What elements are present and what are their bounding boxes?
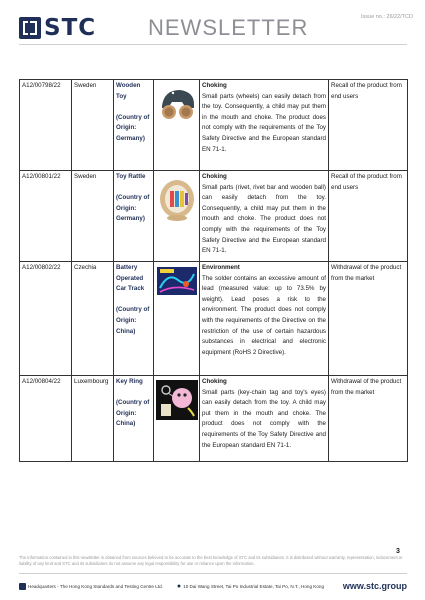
photo-cell [154, 80, 200, 171]
notification-number: A12/00804/22 [20, 376, 72, 462]
building-icon [19, 583, 26, 590]
risk-description: Small parts (wheels) can easily detach from the toy. Consequently, a child may put them in the mouth and choke. The product does not comply with the requirements of the Toy Safety Directive and the European standard EN 71-1. [202, 92, 326, 153]
notifying-country: Sweden [72, 80, 114, 171]
product-name: Toy Rattle [116, 173, 146, 180]
footer-hq [19, 583, 163, 590]
product-cell [114, 171, 154, 262]
origin-value: Germany) [116, 215, 145, 223]
origin-label: (Country of Origin: [116, 306, 150, 324]
risk-cell [200, 376, 329, 462]
issue-number: Issue no.: 26/22/TCD [361, 14, 413, 20]
address-label: 10 Dai Wang Street, Tai Po Industrial Estate, Tai Po, N.T., Hong Kong [183, 583, 325, 589]
hq-label: Headquarters - The Hong Kong Standards and Testing Centre Ltd. [28, 583, 163, 589]
measure-taken: Recall of the product from end users [329, 80, 408, 171]
measure-taken: Withdrawal of the product from the market [329, 262, 408, 376]
notification-number: A12/00801/22 [20, 171, 72, 262]
disclaimer-text: The information contained in this newsletter is obtained from sources believed to be accurate to the best knowledge of STC and its subsidiaries. It is distributed without warranty, representation, inducement or liability of any kind and STC and its subsidiaries do not assume any legal responsibility for use or reliance upon the information. [19, 555, 403, 566]
footer-address [177, 583, 324, 590]
notification-number: A12/00798/22 [20, 80, 72, 171]
footer-divider [19, 573, 407, 574]
logo-text: STC [44, 15, 97, 41]
notifying-country: Sweden [72, 171, 114, 262]
wooden-toy-photo [156, 84, 198, 124]
risk-type: Choking [202, 378, 227, 385]
stc-logo [19, 17, 96, 39]
risk-cell [200, 171, 329, 262]
notifying-country: Czechia [72, 262, 114, 376]
car-track-photo [156, 266, 198, 306]
footer [19, 579, 407, 593]
risk-type: Choking [202, 173, 227, 180]
page-number: 3 [396, 548, 400, 555]
product-name: Key Ring [116, 378, 143, 385]
risk-description: The solder contains an excessive amount of lead (measured value: up to 73.5% by weight). Lead poses a risk to the environment. The product does not comply with the requirements of the Directive on the restriction of the use of certain hazardous substances in electrical and electronic equipment (RoHS 2 Directive). [202, 274, 326, 356]
origin-label: (Country of Origin: [116, 113, 150, 132]
toy-rattle-photo [156, 175, 198, 215]
table-row [20, 262, 408, 376]
recall-table [19, 79, 408, 462]
risk-type: Environment [202, 264, 240, 271]
measure-taken: Withdrawal of the product from the market [329, 376, 408, 462]
risk-cell [200, 262, 329, 376]
location-pin-icon: ● [176, 582, 182, 590]
header [0, 0, 425, 50]
notifying-country: Luxembourg [72, 376, 114, 462]
photo-cell [154, 376, 200, 462]
origin-value: Germany) [116, 134, 145, 142]
stc-logo-icon [19, 17, 41, 39]
risk-description: Small parts (key-chain tag and toy's eyes) can easily detach from the toy. A child may put them in the mouth and choke. The product does not comply with the requirements of the Toy Safety Directive and the European standard EN 71-1. [202, 388, 326, 449]
newsletter-title: NEWSLETTER [148, 15, 309, 40]
table-row [20, 171, 408, 262]
origin-value: China) [116, 420, 136, 428]
website-link[interactable]: www.stc.group [342, 581, 407, 591]
risk-type: Choking [202, 82, 227, 89]
origin-label: (Country of Origin: [116, 399, 150, 417]
origin-value: China) [116, 327, 136, 335]
table-row [20, 80, 408, 171]
origin-label: (Country of Origin: [116, 194, 150, 212]
product-cell [114, 262, 154, 376]
header-divider [19, 44, 407, 45]
risk-description: Small parts (rivet, rivet bar and wooden ball) can easily detach from the toy. Consequently, a child may put them in the mouth and choke. The product does not comply with the requirements of the Toy Safety Directive and the European standard EN 71-1. [202, 183, 326, 255]
photo-cell [154, 262, 200, 376]
product-cell [114, 80, 154, 171]
measure-taken: Recall of the product from end users [329, 171, 408, 262]
table-row [20, 376, 408, 462]
photo-cell [154, 171, 200, 262]
notification-number: A12/00802/22 [20, 262, 72, 376]
product-name: Wooden Toy [116, 82, 141, 100]
product-name: Battery Operated Car Track [116, 264, 145, 293]
key-ring-photo [156, 380, 198, 420]
risk-cell [200, 80, 329, 171]
product-cell [114, 376, 154, 462]
